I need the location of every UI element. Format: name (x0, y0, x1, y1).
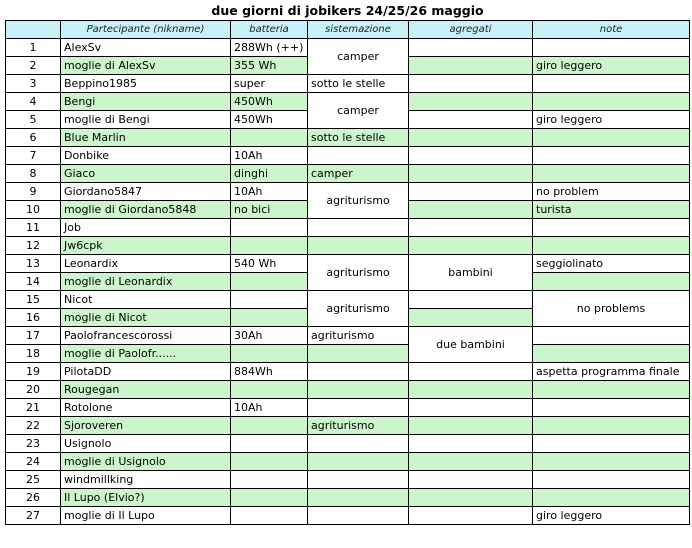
row-number[interactable]: 9 (6, 183, 61, 201)
table-row (6, 363, 690, 381)
participant-cell[interactable]: Paolofrancescorossi (61, 327, 231, 345)
groups-cell[interactable] (409, 399, 533, 417)
accommodation-merged-cell[interactable]: camper (308, 39, 409, 75)
participant-cell[interactable]: AlexSv (61, 39, 231, 57)
battery-cell[interactable]: dinghi (231, 165, 308, 183)
accommodation-merged-cell[interactable]: agriturismo (308, 255, 409, 291)
battery-cell[interactable]: super (231, 75, 308, 93)
notes-cell[interactable]: giro leggero (533, 57, 690, 75)
battery-cell[interactable] (231, 489, 308, 507)
participant-cell[interactable]: moglie di Nicot (61, 309, 231, 327)
notes-cell[interactable] (533, 471, 690, 489)
row-number[interactable]: 20 (6, 381, 61, 399)
table-row (6, 417, 690, 435)
accommodation-cell[interactable]: sotto le stelle (308, 129, 409, 147)
accommodation-cell[interactable] (308, 219, 409, 237)
battery-cell[interactable] (231, 453, 308, 471)
battery-cell[interactable] (231, 345, 308, 363)
row-number[interactable]: 7 (6, 147, 61, 165)
participant-cell[interactable]: Sjoroveren (61, 417, 231, 435)
groups-merged-cell[interactable]: due bambini (409, 327, 533, 363)
accommodation-cell[interactable] (308, 237, 409, 255)
row-number[interactable]: 21 (6, 399, 61, 417)
participants-table (5, 2, 690, 525)
table-row (6, 129, 690, 147)
groups-cell[interactable] (409, 417, 533, 435)
table-row (6, 237, 690, 255)
participant-cell[interactable]: Job (61, 219, 231, 237)
row-number[interactable]: 13 (6, 255, 61, 273)
table-row (6, 453, 690, 471)
participant-cell[interactable]: windmillking (61, 471, 231, 489)
accommodation-merged-cell[interactable]: camper (308, 93, 409, 129)
groups-cell[interactable] (409, 309, 533, 327)
row-number[interactable]: 22 (6, 417, 61, 435)
notes-cell[interactable]: seggiolinato (533, 255, 690, 273)
battery-cell[interactable] (231, 417, 308, 435)
battery-cell[interactable] (231, 219, 308, 237)
battery-cell[interactable] (231, 471, 308, 489)
notes-cell[interactable] (533, 381, 690, 399)
participant-cell[interactable]: moglie di Paolofr...... (61, 345, 231, 363)
row-number[interactable]: 11 (6, 219, 61, 237)
table-row (6, 435, 690, 453)
battery-cell[interactable]: 10Ah (231, 183, 308, 201)
table-row (6, 165, 690, 183)
battery-cell[interactable]: 450Wh (231, 111, 308, 129)
groups-cell[interactable] (409, 363, 533, 381)
notes-cell[interactable] (533, 219, 690, 237)
accommodation-merged-cell[interactable]: agriturismo (308, 183, 409, 219)
table-row (6, 291, 690, 309)
participant-cell[interactable]: Giordano5847 (61, 183, 231, 201)
row-number[interactable]: 4 (6, 93, 61, 111)
battery-cell[interactable] (231, 507, 308, 525)
battery-cell[interactable] (231, 273, 308, 291)
groups-cell[interactable] (409, 453, 533, 471)
row-number[interactable]: 6 (6, 129, 61, 147)
notes-cell[interactable] (533, 237, 690, 255)
groups-cell[interactable] (409, 507, 533, 525)
row-number[interactable]: 16 (6, 309, 61, 327)
row-number[interactable]: 19 (6, 363, 61, 381)
notes-cell[interactable] (533, 399, 690, 417)
accommodation-cell[interactable] (308, 399, 409, 417)
row-number[interactable]: 1 (6, 39, 61, 57)
groups-cell[interactable] (409, 93, 533, 111)
notes-cell[interactable] (533, 453, 690, 471)
notes-cell[interactable] (533, 273, 690, 291)
participant-cell[interactable]: PilotaDD (61, 363, 231, 381)
notes-cell[interactable]: turista (533, 201, 690, 219)
accommodation-cell[interactable] (308, 147, 409, 165)
participant-cell[interactable]: moglie di Leonardix (61, 273, 231, 291)
header-notes[interactable]: note (533, 21, 690, 39)
row-number[interactable]: 12 (6, 237, 61, 255)
accommodation-cell[interactable]: camper (308, 165, 409, 183)
table-row (6, 381, 690, 399)
table-row (6, 345, 690, 363)
row-number[interactable]: 3 (6, 75, 61, 93)
participant-cell[interactable]: Giaco (61, 165, 231, 183)
notes-cell[interactable]: no problem (533, 183, 690, 201)
table-row (6, 399, 690, 417)
table-row (6, 39, 690, 57)
battery-cell[interactable]: 10Ah (231, 147, 308, 165)
groups-cell[interactable] (409, 165, 533, 183)
battery-cell[interactable]: 540 Wh (231, 255, 308, 273)
participant-cell[interactable]: moglie di Giordano5848 (61, 201, 231, 219)
accommodation-cell[interactable] (308, 345, 409, 363)
row-number[interactable]: 8 (6, 165, 61, 183)
notes-cell[interactable] (533, 435, 690, 453)
participant-cell[interactable]: Rougegan (61, 381, 231, 399)
accommodation-cell[interactable] (308, 471, 409, 489)
notes-cell[interactable] (533, 75, 690, 93)
notes-cell[interactable]: giro leggero (533, 507, 690, 525)
participant-cell[interactable]: moglie di AlexSv (61, 57, 231, 75)
groups-merged-cell[interactable]: bambini (409, 255, 533, 291)
row-number[interactable]: 2 (6, 57, 61, 75)
battery-cell[interactable]: 884Wh (231, 363, 308, 381)
row-number[interactable]: 24 (6, 453, 61, 471)
battery-cell[interactable] (231, 291, 308, 309)
row-number[interactable]: 23 (6, 435, 61, 453)
groups-cell[interactable] (409, 201, 533, 219)
notes-cell[interactable] (533, 327, 690, 345)
accommodation-cell[interactable] (308, 435, 409, 453)
groups-cell[interactable] (409, 291, 533, 309)
groups-cell[interactable] (409, 489, 533, 507)
groups-cell[interactable] (409, 219, 533, 237)
battery-cell[interactable] (231, 129, 308, 147)
participant-cell[interactable]: Donbike (61, 147, 231, 165)
groups-cell[interactable] (409, 147, 533, 165)
table-row (6, 507, 690, 525)
participant-cell[interactable]: Beppino1985 (61, 75, 231, 93)
table-row (6, 327, 690, 345)
row-number[interactable]: 17 (6, 327, 61, 345)
table-row (6, 93, 690, 111)
participant-cell[interactable]: Rotolone (61, 399, 231, 417)
battery-cell[interactable] (231, 237, 308, 255)
notes-cell[interactable] (533, 417, 690, 435)
accommodation-cell[interactable] (308, 489, 409, 507)
accommodation-cell[interactable] (308, 453, 409, 471)
row-number[interactable]: 5 (6, 111, 61, 129)
battery-cell[interactable]: 450Wh (231, 93, 308, 111)
notes-cell[interactable]: giro leggero (533, 111, 690, 129)
accommodation-cell[interactable]: agriturismo (308, 417, 409, 435)
table-row (6, 219, 690, 237)
groups-cell[interactable] (409, 39, 533, 57)
participant-cell[interactable]: Usignolo (61, 435, 231, 453)
header-groups[interactable]: agregati (409, 21, 533, 39)
battery-cell[interactable]: no bici (231, 201, 308, 219)
notes-cell[interactable] (533, 165, 690, 183)
groups-cell[interactable] (409, 183, 533, 201)
battery-cell[interactable]: 355 Wh (231, 57, 308, 75)
battery-cell[interactable]: 10Ah (231, 399, 308, 417)
notes-merged-cell[interactable]: no problems (533, 291, 690, 327)
groups-cell[interactable] (409, 471, 533, 489)
groups-cell[interactable] (409, 129, 533, 147)
battery-cell[interactable] (231, 435, 308, 453)
notes-cell[interactable] (533, 147, 690, 165)
groups-cell[interactable] (409, 57, 533, 75)
row-number[interactable]: 14 (6, 273, 61, 291)
battery-cell[interactable] (231, 309, 308, 327)
battery-cell[interactable]: 288Wh (++) (231, 39, 308, 57)
groups-cell[interactable] (409, 381, 533, 399)
header-accommodation[interactable]: sistemazione (308, 21, 409, 39)
accommodation-cell[interactable]: sotto le stelle (308, 75, 409, 93)
participant-cell[interactable]: moglie di Bengi (61, 111, 231, 129)
table-row (6, 255, 690, 273)
row-number[interactable]: 26 (6, 489, 61, 507)
row-number[interactable]: 15 (6, 291, 61, 309)
battery-cell[interactable]: 30Ah (231, 327, 308, 345)
battery-cell[interactable] (231, 381, 308, 399)
header-num[interactable] (6, 21, 61, 39)
participant-cell[interactable]: Leonardix (61, 255, 231, 273)
groups-cell[interactable] (409, 111, 533, 129)
header-participant[interactable]: Partecipante (nikname) (61, 21, 231, 39)
participant-cell[interactable]: moglie di Usignolo (61, 453, 231, 471)
sheet-title: due giorni di jobikers 24/25/26 maggio (211, 3, 484, 18)
participant-cell[interactable]: Jw6cpk (61, 237, 231, 255)
table-row (6, 147, 690, 165)
row-number[interactable]: 18 (6, 345, 61, 363)
accommodation-cell[interactable] (308, 381, 409, 399)
participant-cell[interactable]: Il Lupo (Elvio?) (61, 489, 231, 507)
accommodation-cell[interactable] (308, 507, 409, 525)
table-row (6, 183, 690, 201)
accommodation-cell[interactable]: agriturismo (308, 327, 409, 345)
header-battery[interactable]: batteria (231, 21, 308, 39)
notes-cell[interactable] (533, 39, 690, 57)
accommodation-cell[interactable] (308, 363, 409, 381)
notes-cell[interactable] (533, 489, 690, 507)
row-number[interactable]: 25 (6, 471, 61, 489)
groups-cell[interactable] (409, 75, 533, 93)
notes-cell[interactable]: aspetta programma finale (533, 363, 690, 381)
groups-cell[interactable] (409, 435, 533, 453)
participant-cell[interactable]: Nicot (61, 291, 231, 309)
table-row (6, 489, 690, 507)
row-number[interactable]: 27 (6, 507, 61, 525)
notes-cell[interactable] (533, 93, 690, 111)
accommodation-merged-cell[interactable]: agriturismo (308, 291, 409, 327)
participant-cell[interactable]: Bengi (61, 93, 231, 111)
row-number[interactable]: 10 (6, 201, 61, 219)
participant-cell[interactable]: Blue Marlin (61, 129, 231, 147)
participant-cell[interactable]: moglie di Il Lupo (61, 507, 231, 525)
table-row (6, 471, 690, 489)
groups-cell[interactable] (409, 237, 533, 255)
notes-cell[interactable] (533, 129, 690, 147)
table-row (6, 75, 690, 93)
notes-cell[interactable] (533, 345, 690, 363)
